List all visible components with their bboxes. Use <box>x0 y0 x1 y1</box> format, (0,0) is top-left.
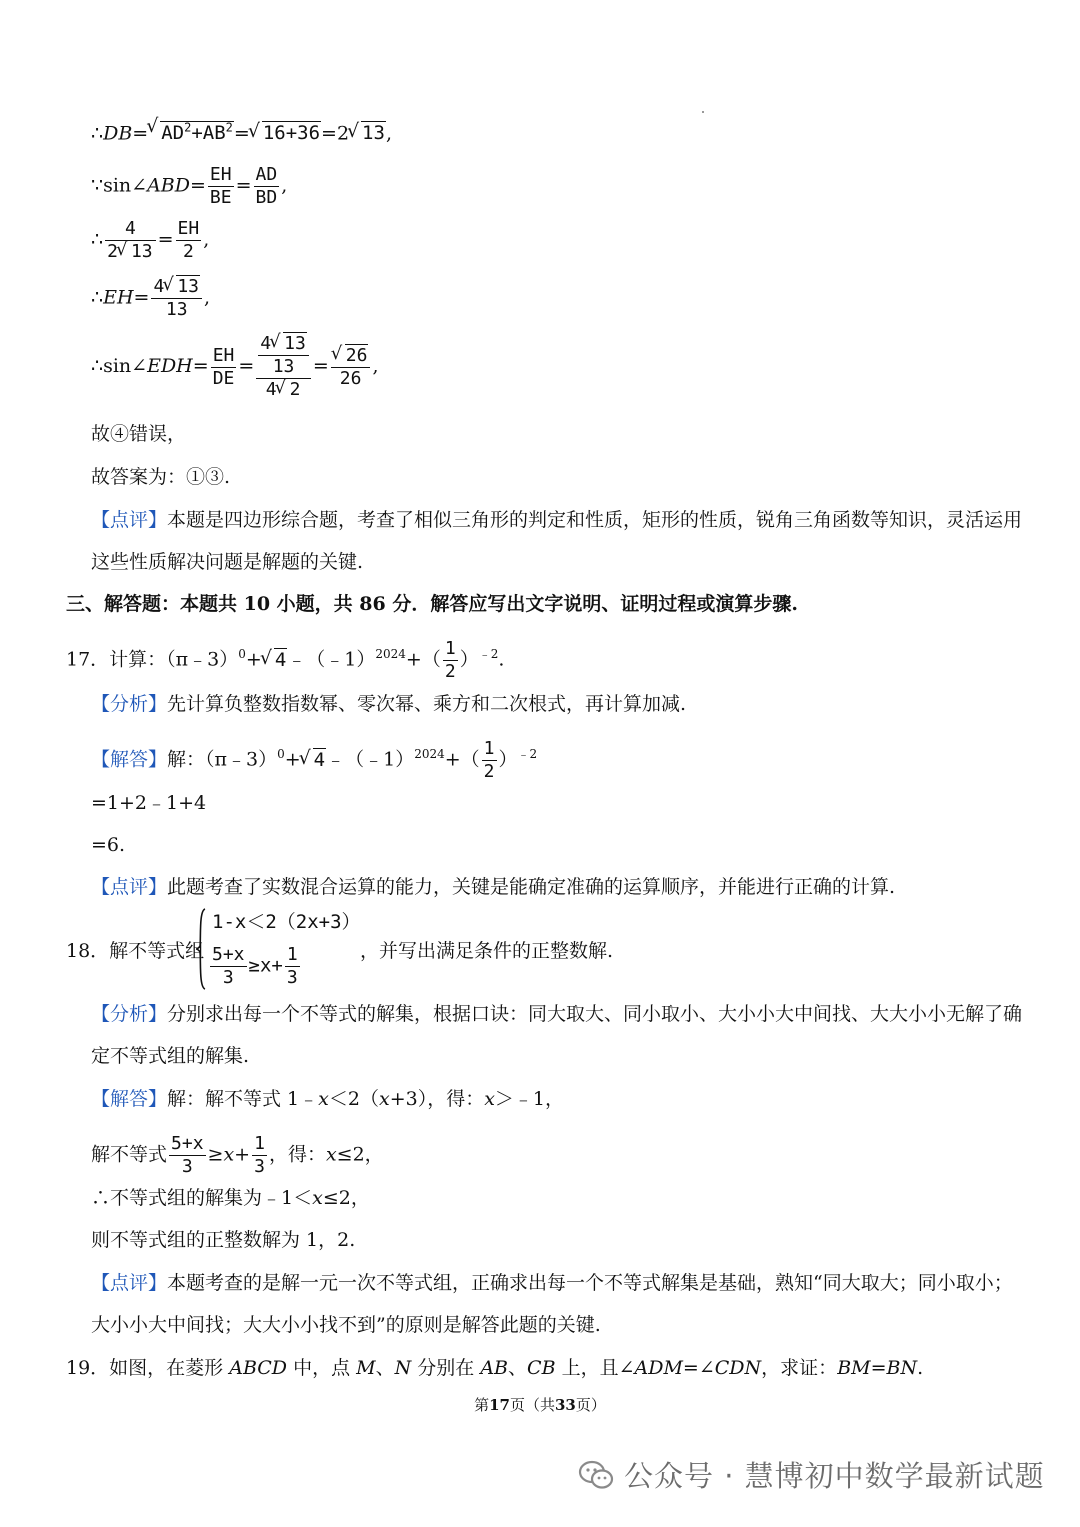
page-footer: 第17页（共33页） <box>474 1396 606 1414</box>
eq-sin-abd: ∵sin∠ABD= $\frac{EH}{BE}$ = $\frac{AD}{BD}$ , <box>91 164 288 208</box>
watermark-text: 公众号 · 慧博初中数学最新试题 <box>624 1459 1045 1493</box>
system-row-2: $\frac{5+x}{3}$ ≥x+ $\frac{1}{3}$ <box>212 944 298 988</box>
text-line: 故④错误， <box>91 423 187 445</box>
solution-18: 【解答】解：解不等式 1﹣x＜2（x+3），得：x＞﹣1， <box>91 1088 565 1110</box>
eq-ratio: ∴ $\frac{4}{2√ 13}$ = $\frac{EH}{2}$ , <box>91 218 209 263</box>
text-line: 定不等式组的解集. <box>91 1045 250 1067</box>
question-18-label: 18．解不等式组 <box>66 940 205 962</box>
eq-eh: ∴EH= $\frac{4√ 13}{13}$ , <box>91 276 210 321</box>
analysis-tag: 【分析】 <box>91 693 168 715</box>
question-19: 19．如图，在菱形 ABCD 中，点 M、N 分别在 AB、CB 上，且∠ADM=∠CDN，求证：BM=BN. <box>66 1357 924 1379</box>
text-line: 则不等式组的正整数解为 1，2. <box>91 1229 356 1251</box>
speck <box>702 111 704 113</box>
analysis-tag: 【分析】 <box>91 1003 168 1025</box>
text-line: 这些性质解决问题是解题的关键. <box>91 551 364 573</box>
comment-18: 【点评】本题考查的是解一元一次不等式组，正确求出每一个不等式解集是基础，熟知“同大取大；同小取小； <box>91 1272 1013 1294</box>
eq-db: ∴DB=√ $AD^2+AB^2=√$ 16+36=2√ 13, <box>91 116 392 145</box>
system-brace <box>196 908 206 990</box>
comment-17: 【点评】此题考查了实数混合运算的能力，关键是能确定准确的运算顺序，并能进行正确的计算. <box>91 876 896 898</box>
wechat-icon <box>578 1460 614 1490</box>
comment-tag: 【点评】 <box>91 876 168 898</box>
analysis-18: 【分析】分别求出每一个不等式的解集，根据口诀：同大取大、同小取小、大小小大中间找、大大小小无解了确 <box>91 1003 1023 1025</box>
system-row-1: 1-x＜2（2x+3） <box>212 911 361 933</box>
comment-tag: 【点评】 <box>91 509 168 531</box>
solution-18-line2: 解不等式 $\frac{5+x}{3}$ ≥x+ $\frac{1}{3}$ ，得：x≤2， <box>91 1133 384 1177</box>
text-line: 大小小大中间找；大大小小找不到”的原则是解答此题的关键. <box>91 1314 601 1336</box>
solution-tag: 【解答】 <box>91 748 168 771</box>
solution-tag: 【解答】 <box>91 1088 168 1110</box>
question-17: 17．计算：（π﹣3）$^0$+√ 4﹣（﹣1）$^{2024}$+（ $\frac{1}{2}$ ）$^{﹣2}$. <box>66 638 504 683</box>
comment-tag: 【点评】 <box>91 1272 168 1294</box>
section-heading: 三、解答题：本题共 10 小题，共 86 分．解答应写出文字说明、证明过程或演算步骤. <box>66 593 798 615</box>
text-line: ∴不等式组的解集为﹣1＜x≤2， <box>91 1187 370 1209</box>
watermark <box>578 1454 1045 1495</box>
eq-sin-edh: ∴sin∠EDH= $\frac{EH}{DE}$ = $\frac{\frac{4√ 13}{13}}{4√ 2}$ = √ $\frac{26}{26}$ , <box>91 333 378 401</box>
comment-line: 【点评】本题是四边形综合题，考查了相似三角形的判定和性质，矩形的性质，锐角三角函数等知识，灵活运用 <box>91 509 1023 531</box>
question-18-text: ，并写出满足条件的正整数解. <box>360 940 614 962</box>
solution-17: 【解答】解：（π﹣3）$^0$+√ 4﹣（﹣1）$^{2024}$+（ $\frac{1}{2}$ ）$^{﹣2}$ <box>91 738 537 783</box>
text-line: =6. <box>91 834 126 856</box>
text-line: =1+2﹣1+4 <box>91 792 207 814</box>
text-line: 故答案为：①③. <box>91 466 231 488</box>
analysis-17: 【分析】先计算负整数指数幂、零次幂、乘方和二次根式，再计算加减. <box>91 693 687 715</box>
